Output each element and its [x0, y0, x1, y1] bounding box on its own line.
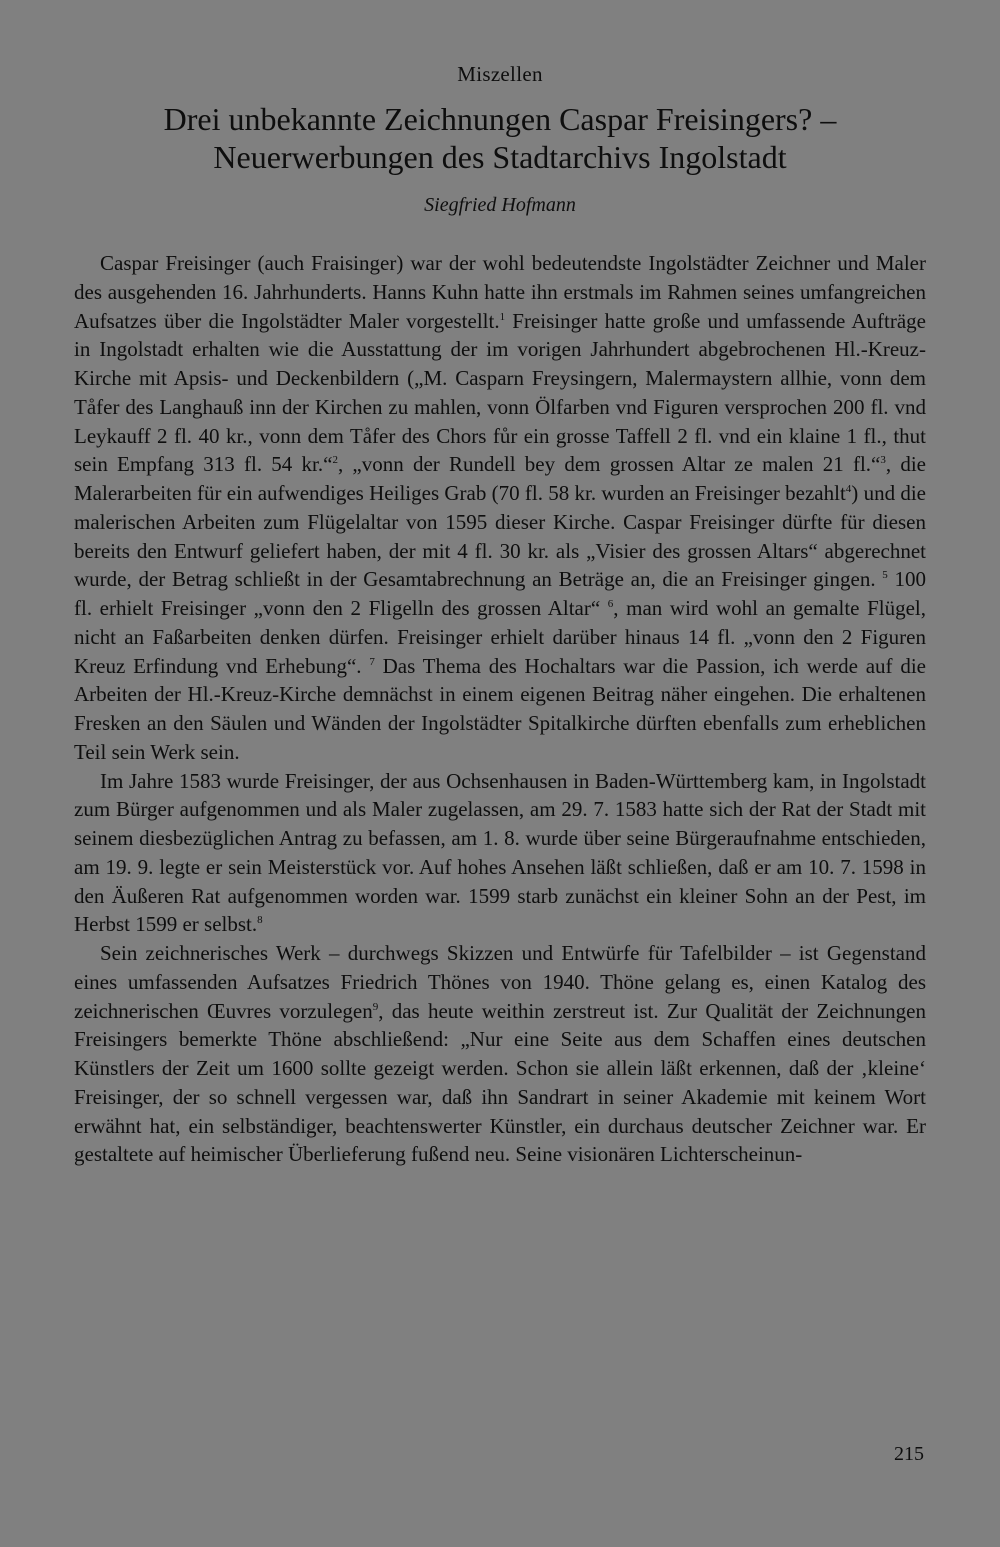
footnote-ref: 4 — [845, 483, 852, 495]
text-run: Das Thema des Hochaltars war die Passion, ich werde auf die Arbeiten der Hl.-Kreuz-Kirche demnächst in einem eigenen Beitrag näher eingehen. Die erhaltenen Fresken an den Säulen und Wänden der Ingolstädter Spitalkirche dürften ebenfalls zum erheblichen Teil sein Werk sein. — [74, 653, 926, 764]
footnote-ref: 3 — [880, 454, 886, 467]
article-body — [74, 249, 926, 1169]
author-byline: Siegfried Hofmann — [424, 194, 576, 216]
paragraph-3 — [74, 939, 926, 1169]
title-line-1: Drei unbekannte Zeichnungen Caspar Freisingers? – — [163, 101, 837, 137]
footnote-ref: 8 — [257, 914, 263, 927]
paragraph-2 — [74, 767, 926, 940]
footnote-ref: 7 — [369, 655, 375, 668]
title-line-2: Neuerwerbungen des Stadtarchivs Ingolstadt — [213, 139, 787, 175]
text-run: Sein zeichnerisches Werk – durchwegs Skizzen und Entwürfe für Tafelbilder – ist Gegenstand eines umfassenden Aufsatzes Friedrich Thönes von 1940. Thöne gelang es, einen Katalog des zeichnerischen Œuvres vorzulegen — [74, 941, 926, 1023]
text-run: , „vonn der Rundell bey dem grossen Altar ze malen 21 fl.“ — [337, 452, 881, 477]
footnote-ref: 9 — [372, 1000, 379, 1013]
footnote-ref: 5 — [882, 569, 888, 582]
page-content — [74, 58, 926, 1169]
footnote-ref: 2 — [332, 454, 338, 467]
text-run: , die Malerarbeiten für ein aufwendiges Heiliges Grab (70 fl. 58 kr. wurden an Freisinger bezahlt — [74, 452, 926, 505]
text-run: Im Jahre 1583 wurde Freisinger, der aus Ochsenhausen in Baden-Württemberg kam, in Ingolstadt zum Bürger aufgenommen und als Maler zugelassen, am 29. 7. 1583 hatte sich der Rat der Stadt mit seinem diesbezüglichen Antrag zu befassen, am 1. 8. wurde über seine Bürgeraufnahme entschieden, am 19. 9. legte er sein Meisterstück vor. Auf hohes Ansehen läßt schließen, daß er am 10. 7. 1598 in den Äußeren Rat aufgenommen worden war. 1599 starb zunächst ein kleiner Sohn an der Pest, im Herbst 1599 er selbst. — [74, 768, 926, 937]
text-run: , das heute weithin zerstreut ist. Zur Qualität der Zeichnungen Freisingers bemerkte Thöne abschließend: „Nur eine Seite aus dem Schaffen eines deutschen Künstlers der Zeit um 1600 sollte gezeigt werden. Schon sie allein läßt erkennen, daß der ‚kleine‘ Freisinger, der so schnell vergessen war, daß ihn Sandrart in seiner Akademie mit keinem Wort erwähnt hat, ein selbständiger, beachtenswerter Künstler, ein durchaus deutscher Zeichner war. Er gestaltete auf heimischer Überlieferung fußend neu. Seine visionären Lichterscheinun- — [74, 998, 926, 1167]
article-title — [74, 100, 926, 176]
text-run: Freisinger hatte große und umfassende Aufträge in Ingolstadt erhalten wie die Ausstattung der im vorigen Jahrhundert abgebrochenen Hl.-Kreuz-Kirche mit Apsis- und Deckenbildern („M. Casparn Freysingern, Malermaystern allhie, vonn dem Tåfer des Langhauß inn der Kirchen zu mahlen, vonn Ölfarben vnd Figuren versprochen 200 fl. vnd Leykauff 2 fl. 40 kr., vonn dem Tåfer des Chors fůr ein grosse Taffell 2 fl. vnd ein klaine 1 fl., thut sein Empfang 313 fl. 54 kr.“ — [74, 308, 926, 477]
footnote-ref: 6 — [607, 598, 614, 610]
page-number: 215 — [894, 1443, 924, 1465]
text-run: 100 fl. erhielt Freisinger „vonn den 2 Fligelln des grossen Altar“ — [74, 567, 927, 620]
text-run: Caspar Freisinger (auch Fraisinger) war der wohl bedeutendste Ingolstädter Zeichner und Maler des ausgehenden 16. Jahrhunderts. Hanns Kuhn hatte ihn erstmals im Rahmen seines umfangreichen Aufsatzes über die Ingolstädter Maler vorgestellt. — [74, 251, 926, 333]
section-header: Miszellen — [457, 62, 543, 86]
footnote-ref: 1 — [499, 310, 506, 323]
paragraph-1 — [74, 249, 926, 767]
text-run: ) und die malerischen Arbeiten zum Flügelaltar von 1595 dieser Kirche. Caspar Freisinger dürfte für diesen bereits den Entwurf geliefert haben, der mit 4 fl. 30 kr. als „Visier des grossen Altars“ abgerechnet wurde, der Betrag schließt in der Gesamtabrechnung an Beträge an, die an Freisinger gingen. — [74, 481, 926, 592]
text-run: , man wird wohl an gemalte Flügel, nicht an Faßarbeiten denken dürfen. Freisinger erhielt darüber hinaus 14 fl. „vonn den 2 Figuren Kreuz Erfindung vnd Erhebung“. — [74, 596, 926, 678]
